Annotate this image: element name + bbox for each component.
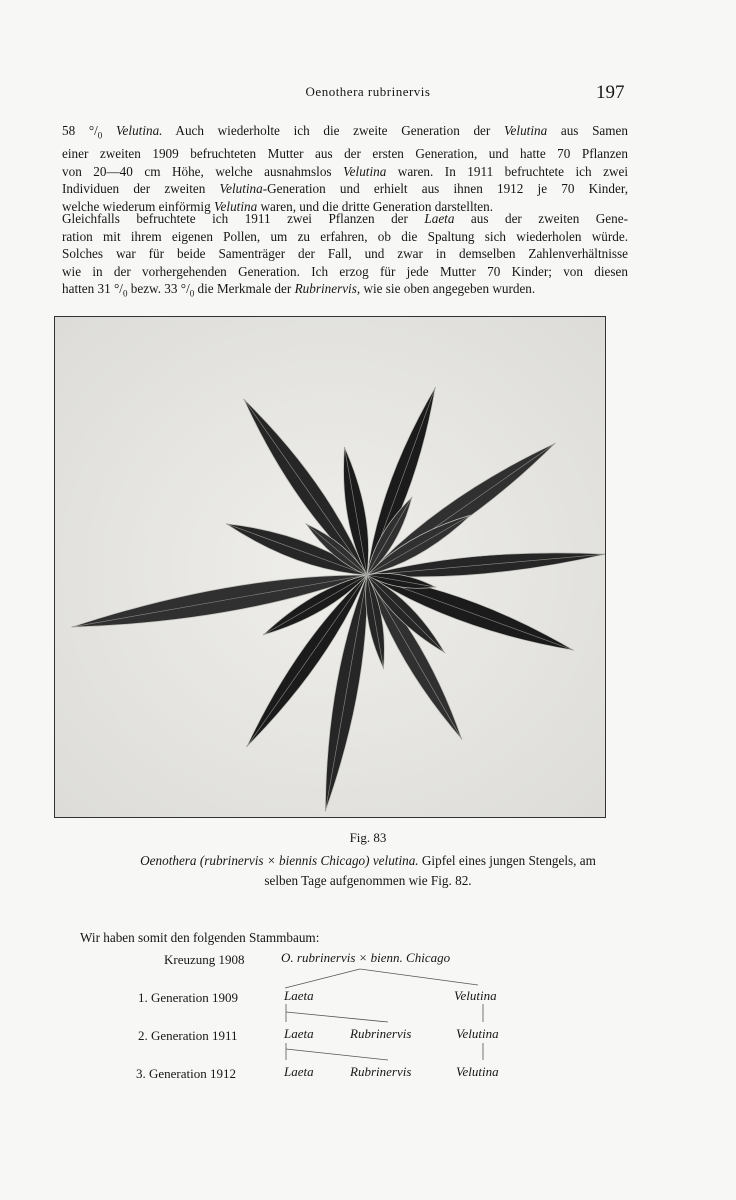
generation-3-label: 3. Generation 1912 <box>136 1066 237 1081</box>
caption-italic: Oenothera (rubrinervis × biennis Chicago) velutina. <box>140 853 419 868</box>
text-run: -Generation und erhielt aus ihnen 1912 je 70 Kinder, <box>262 181 628 197</box>
figure-caption-line2: selben Tage aufgenommen wie Fig. 82. <box>264 873 472 888</box>
cross-label: Kreuzung 1908 <box>164 952 245 967</box>
italic-term: Velutina <box>503 123 548 138</box>
paragraph-2-line: Solches war für beide Samenträger der Fall, und zwar in demselben Zahlenverhältnisse <box>62 246 628 262</box>
text-run: hatten 31 °/ <box>62 281 123 297</box>
italic-term: Velutina. <box>115 123 163 138</box>
text-run: Individuen der zweiten <box>62 181 220 197</box>
text-run: Gleichfalls befruchtete ich 1911 zwei Pflanzen der <box>62 211 425 226</box>
caption-rest: Gipfel eines jungen Stengels, am <box>418 853 596 868</box>
subscript: 0 <box>122 289 128 300</box>
generation-1-label: 1. Generation 1909 <box>138 990 239 1005</box>
text-run: waren, und die dritte Generation darstellten. <box>257 199 494 215</box>
subscript: 0 <box>97 130 103 141</box>
cross-value: O. rubrinervis × bienn. Chicago <box>281 950 451 965</box>
text-run: waren. In 1911 befruchtete ich zwei <box>386 163 628 179</box>
generation-2-laeta: Laeta <box>284 1026 314 1041</box>
italic-term: Velutina <box>343 163 387 179</box>
generation-1-laeta: Laeta <box>284 988 314 1003</box>
text-run: aus der zweiten Gene- <box>454 211 628 226</box>
text-run: wie sie oben angegeben wurden. <box>360 281 536 297</box>
paragraph-1-line: einer zweiten 1909 befruchteten Mutter aus der ersten Generation, und hatte 70 Pflanzen <box>62 146 628 162</box>
paragraph-2-line: wie in der vorhergehenden Generation. Ich erzog für jede Mutter 70 Kinder; von diesen <box>62 263 628 279</box>
generation-3-laeta: Laeta <box>284 1064 314 1079</box>
text-run: von 20—40 cm Höhe, welche ausnahmslos <box>62 163 344 179</box>
italic-term: Velutina <box>219 181 263 197</box>
text-run: die Merkmale der <box>194 281 295 297</box>
header-title: Oenothera rubrinervis <box>305 84 431 99</box>
paragraph-2-line: ration mit ihrem eigenen Pollen, um zu erfahren, ob die Spaltung sich wiederholen würde. <box>62 228 628 244</box>
generation-2-velutina: Velutina <box>456 1026 499 1041</box>
subscript: 0 <box>189 289 195 300</box>
italic-term: Laeta <box>424 211 455 226</box>
text-run: 58 °/ <box>62 123 98 138</box>
generation-2-rubrinervis: Rubrinervis <box>350 1026 412 1041</box>
generation-2-label: 2. Generation 1911 <box>138 1028 238 1043</box>
text-run: welche wiederum einförmig <box>62 199 214 215</box>
page-number: 197 <box>596 82 625 103</box>
text-run: bezw. 33 °/ <box>127 281 190 297</box>
generation-3-velutina: Velutina <box>456 1064 499 1079</box>
figure-number: Fig. 83 <box>349 830 387 845</box>
text-run: Auch wiederholte ich die zweite Generation der <box>162 123 504 138</box>
italic-term: Velutina <box>213 199 258 215</box>
text-run: aus Samen <box>547 123 628 138</box>
italic-term: Rubrinervis, <box>294 281 361 297</box>
generation-3-rubrinervis: Rubrinervis <box>350 1064 412 1079</box>
generation-1-velutina: Velutina <box>454 988 497 1003</box>
pedigree-intro: Wir haben somit den folgenden Stammbaum: <box>80 930 320 945</box>
